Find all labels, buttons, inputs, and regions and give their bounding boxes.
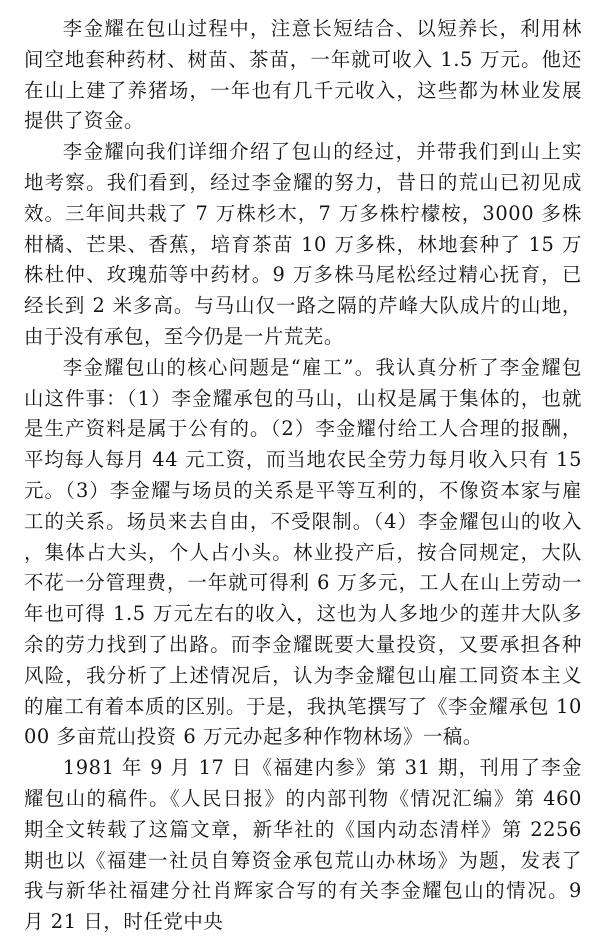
- paragraph-2: 李金耀向我们详细介绍了包山的经过，并带我们到山上实地考察。我们看到，经过李金耀的努力，昔日的荒山已初见成效。三年间共栽了 7 万株杉木，7 万多株柠檬桉，3000 多株柑橘、芒果、香蕉，培育茶苗 10 万多株，林地套种了 15 万株杜仲、玫瑰茄等中药材。9 万多株马尾松经过精心抚育，已经长到 2 米多高。与马山仅一路之隔的芹峰大队成片的山地，由于没有承包，至今仍是一片荒芜。: [24, 140, 582, 348]
- paragraph-3: 李金耀包山的核心问题是“雇工”。我认真分析了李金耀包山这件事：（1）李金耀承包的马山，山权是属于集体的，也就是生产资料是属于公有的。（2）李金耀付给工人合理的报酬，平均每人每月 44 元工资，而当地农民全劳力每月收入只有 15 元。（3）李金耀与场员的关系是平等互利的，不像资本家与雇工的关系。场员来去自由，不受限制。（4）李金耀包山的收入，集体占大头，个人占小头。林业投产后，按合同规定，大队不花一分管理费，一年就可得利 6 万多元，工人在山上劳动一年也可得 1.5 万元左右的收入，这也为人多地少的莲井大队多余的劳力找到了出路。而李金耀既要大量投资，又要承担各种风险，我分析了上述情况后，认为李金耀包山雇工同资本主义的雇工有着本质的区别。于是，我执笔撰写了《李金耀承包 1000 多亩荒山投资 6 万元办起多种作物林场》一稿。: [24, 355, 582, 749]
- paragraph-1: 李金耀在包山过程中，注意长短结合、以短养长，利用林间空地套种药材、树苗、茶苗，一年就可收入 1.5 万元。他还在山上建了养猪场，一年也有几千元收入，这些都为林业发展提供了资金。: [24, 17, 582, 133]
- paragraph-4: 1981 年 9 月 17 日《福建内参》第 31 期，刊用了李金耀包山的稿件。《人民日报》的内部刊物《情况汇编》第 460 期全文转载了这篇文章，新华社的《国内动态清样》第 2256 期也以《福建一社员自筹资金承包荒山办林场》为题，发表了我与新华社福建分社肖辉家合写的有关李金耀包山的情况。9 月 21 日，时任党中央: [24, 756, 582, 934]
